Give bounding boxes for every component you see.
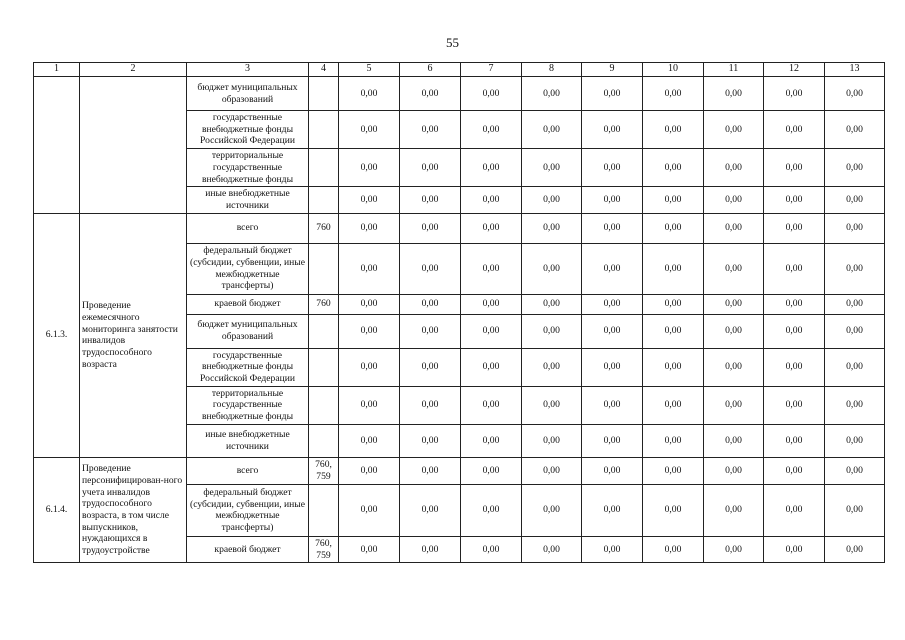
value-cell: 0,00	[825, 424, 885, 457]
value-cell: 0,00	[643, 348, 704, 386]
value-cell: 0,00	[704, 243, 764, 294]
code-cell: 760, 759	[309, 536, 339, 562]
source-cell: краевой бюджет	[187, 294, 309, 314]
value-cell: 0,00	[461, 111, 522, 149]
value-cell: 0,00	[461, 187, 522, 213]
value-cell: 0,00	[825, 294, 885, 314]
value-cell: 0,00	[400, 77, 461, 111]
value-cell: 0,00	[582, 213, 643, 243]
value-cell: 0,00	[825, 77, 885, 111]
value-cell: 0,00	[461, 294, 522, 314]
value-cell: 0,00	[825, 314, 885, 348]
value-cell: 0,00	[764, 457, 825, 484]
header-row	[34, 63, 885, 77]
col-header-10: 10	[643, 63, 704, 77]
value-cell: 0,00	[643, 457, 704, 484]
value-cell: 0,00	[522, 294, 582, 314]
col-header-1: 1	[34, 63, 80, 77]
value-cell: 0,00	[825, 243, 885, 294]
value-cell: 0,00	[461, 213, 522, 243]
value-cell: 0,00	[825, 457, 885, 484]
item-index: 6.1.3.	[34, 213, 80, 457]
value-cell: 0,00	[643, 294, 704, 314]
value-cell: 0,00	[339, 111, 400, 149]
value-cell: 0,00	[522, 348, 582, 386]
value-cell: 0,00	[704, 149, 764, 187]
value-cell: 0,00	[643, 77, 704, 111]
value-cell: 0,00	[764, 314, 825, 348]
code-cell	[309, 424, 339, 457]
col-header-2: 2	[80, 63, 187, 77]
value-cell: 0,00	[339, 457, 400, 484]
value-cell: 0,00	[643, 314, 704, 348]
value-cell: 0,00	[461, 77, 522, 111]
value-cell: 0,00	[825, 536, 885, 562]
code-cell	[309, 386, 339, 424]
value-cell: 0,00	[339, 484, 400, 536]
code-cell	[309, 484, 339, 536]
source-cell: краевой бюджет	[187, 536, 309, 562]
value-cell: 0,00	[764, 424, 825, 457]
value-cell: 0,00	[643, 111, 704, 149]
value-cell: 0,00	[582, 243, 643, 294]
value-cell: 0,00	[582, 484, 643, 536]
value-cell: 0,00	[400, 348, 461, 386]
value-cell: 0,00	[400, 386, 461, 424]
value-cell: 0,00	[339, 213, 400, 243]
value-cell: 0,00	[522, 386, 582, 424]
value-cell: 0,00	[643, 424, 704, 457]
source-cell: территориальные государственные внебюджетные фонды	[187, 149, 309, 187]
value-cell: 0,00	[400, 243, 461, 294]
value-cell: 0,00	[582, 149, 643, 187]
code-cell: 760, 759	[309, 457, 339, 484]
table-row	[34, 213, 885, 243]
value-cell: 0,00	[704, 536, 764, 562]
source-cell: всего	[187, 213, 309, 243]
col-header-8: 8	[522, 63, 582, 77]
value-cell: 0,00	[461, 314, 522, 348]
value-cell: 0,00	[461, 457, 522, 484]
value-cell: 0,00	[522, 536, 582, 562]
value-cell: 0,00	[400, 111, 461, 149]
value-cell: 0,00	[764, 484, 825, 536]
value-cell: 0,00	[582, 294, 643, 314]
value-cell: 0,00	[522, 484, 582, 536]
col-header-4: 4	[309, 63, 339, 77]
value-cell: 0,00	[643, 386, 704, 424]
value-cell: 0,00	[522, 77, 582, 111]
source-cell: бюджет муниципальных образований	[187, 314, 309, 348]
col-header-13: 13	[825, 63, 885, 77]
value-cell: 0,00	[704, 314, 764, 348]
value-cell: 0,00	[704, 386, 764, 424]
value-cell: 0,00	[461, 149, 522, 187]
value-cell: 0,00	[704, 213, 764, 243]
source-cell: государственные внебюджетные фонды Российской Федерации	[187, 348, 309, 386]
value-cell: 0,00	[643, 187, 704, 213]
value-cell: 0,00	[339, 77, 400, 111]
value-cell: 0,00	[582, 536, 643, 562]
item-name: Проведение персонифицирован-ного учета инвалидов трудоспособного возраста, в том числе выпускников, нуждающихся в трудоустройстве	[80, 457, 187, 562]
value-cell: 0,00	[582, 424, 643, 457]
value-cell: 0,00	[400, 149, 461, 187]
value-cell: 0,00	[704, 424, 764, 457]
value-cell: 0,00	[825, 484, 885, 536]
source-cell: бюджет муниципальных образований	[187, 77, 309, 111]
value-cell: 0,00	[704, 484, 764, 536]
budget-table	[33, 62, 885, 563]
value-cell: 0,00	[461, 536, 522, 562]
name-cell	[80, 77, 187, 214]
code-cell: 760	[309, 294, 339, 314]
value-cell: 0,00	[643, 243, 704, 294]
value-cell: 0,00	[461, 243, 522, 294]
source-cell: федеральный бюджет (субсидии, субвенции, иные межбюджетные трансферты)	[187, 484, 309, 536]
value-cell: 0,00	[522, 149, 582, 187]
value-cell: 0,00	[339, 386, 400, 424]
value-cell: 0,00	[764, 386, 825, 424]
col-header-12: 12	[764, 63, 825, 77]
source-cell: государственные внебюджетные фонды Российской Федерации	[187, 111, 309, 149]
value-cell: 0,00	[522, 314, 582, 348]
value-cell: 0,00	[764, 149, 825, 187]
code-cell	[309, 77, 339, 111]
value-cell: 0,00	[582, 348, 643, 386]
value-cell: 0,00	[339, 294, 400, 314]
value-cell: 0,00	[400, 294, 461, 314]
value-cell: 0,00	[582, 111, 643, 149]
value-cell: 0,00	[461, 424, 522, 457]
value-cell: 0,00	[400, 187, 461, 213]
value-cell: 0,00	[704, 348, 764, 386]
value-cell: 0,00	[522, 111, 582, 149]
value-cell: 0,00	[522, 424, 582, 457]
value-cell: 0,00	[339, 187, 400, 213]
value-cell: 0,00	[400, 536, 461, 562]
col-header-9: 9	[582, 63, 643, 77]
value-cell: 0,00	[643, 536, 704, 562]
value-cell: 0,00	[400, 457, 461, 484]
item-name: Проведение ежемесячного мониторинга занятости инвалидов трудоспособного возраста	[80, 213, 187, 457]
value-cell: 0,00	[461, 348, 522, 386]
value-cell: 0,00	[825, 386, 885, 424]
value-cell: 0,00	[825, 111, 885, 149]
value-cell: 0,00	[339, 348, 400, 386]
value-cell: 0,00	[764, 294, 825, 314]
value-cell: 0,00	[522, 457, 582, 484]
value-cell: 0,00	[704, 187, 764, 213]
col-header-6: 6	[400, 63, 461, 77]
value-cell: 0,00	[825, 348, 885, 386]
value-cell: 0,00	[643, 149, 704, 187]
table-row	[34, 457, 885, 484]
value-cell: 0,00	[825, 149, 885, 187]
value-cell: 0,00	[582, 457, 643, 484]
value-cell: 0,00	[582, 77, 643, 111]
value-cell: 0,00	[522, 187, 582, 213]
value-cell: 0,00	[643, 213, 704, 243]
value-cell: 0,00	[461, 386, 522, 424]
code-cell	[309, 348, 339, 386]
col-header-7: 7	[461, 63, 522, 77]
source-cell: всего	[187, 457, 309, 484]
value-cell: 0,00	[764, 213, 825, 243]
value-cell: 0,00	[400, 314, 461, 348]
page-number: 55	[446, 35, 459, 50]
code-cell	[309, 314, 339, 348]
value-cell: 0,00	[704, 111, 764, 149]
value-cell: 0,00	[643, 484, 704, 536]
value-cell: 0,00	[704, 77, 764, 111]
value-cell: 0,00	[339, 424, 400, 457]
source-cell: территориальные государственные внебюджетные фонды	[187, 386, 309, 424]
value-cell: 0,00	[400, 213, 461, 243]
value-cell: 0,00	[522, 243, 582, 294]
index-cell	[34, 77, 80, 214]
value-cell: 0,00	[764, 536, 825, 562]
value-cell: 0,00	[764, 111, 825, 149]
value-cell: 0,00	[825, 213, 885, 243]
value-cell: 0,00	[339, 149, 400, 187]
source-cell: иные внебюджетные источники	[187, 424, 309, 457]
col-header-3: 3	[187, 63, 309, 77]
value-cell: 0,00	[704, 457, 764, 484]
value-cell: 0,00	[582, 314, 643, 348]
source-cell: федеральный бюджет (субсидии, субвенции, иные межбюджетные трансферты)	[187, 243, 309, 294]
code-cell	[309, 111, 339, 149]
value-cell: 0,00	[582, 386, 643, 424]
value-cell: 0,00	[339, 536, 400, 562]
value-cell: 0,00	[339, 314, 400, 348]
table-row	[34, 77, 885, 111]
value-cell: 0,00	[764, 77, 825, 111]
value-cell: 0,00	[339, 243, 400, 294]
code-cell: 760	[309, 213, 339, 243]
value-cell: 0,00	[522, 213, 582, 243]
value-cell: 0,00	[764, 243, 825, 294]
code-cell	[309, 187, 339, 213]
value-cell: 0,00	[764, 187, 825, 213]
value-cell: 0,00	[461, 484, 522, 536]
value-cell: 0,00	[704, 294, 764, 314]
code-cell	[309, 243, 339, 294]
value-cell: 0,00	[764, 348, 825, 386]
col-header-11: 11	[704, 63, 764, 77]
value-cell: 0,00	[400, 484, 461, 536]
value-cell: 0,00	[825, 187, 885, 213]
source-cell: иные внебюджетные источники	[187, 187, 309, 213]
item-index: 6.1.4.	[34, 457, 80, 562]
value-cell: 0,00	[582, 187, 643, 213]
col-header-5: 5	[339, 63, 400, 77]
code-cell	[309, 149, 339, 187]
value-cell: 0,00	[400, 424, 461, 457]
